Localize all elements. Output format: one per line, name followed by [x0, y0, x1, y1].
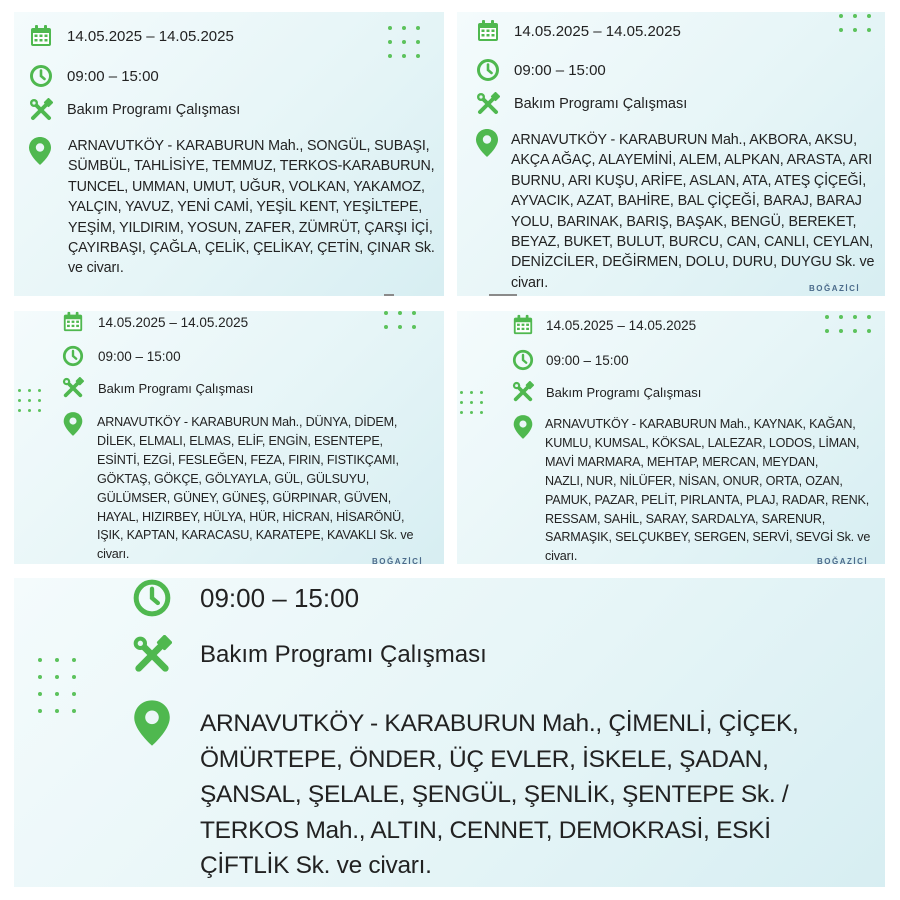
notice-card-4 — [457, 311, 885, 564]
address-line: AKÇA AĞAÇ, ALAYEMİNİ, ALEM, ALPKAN, ARASTA, ARI — [511, 152, 873, 169]
clock-icon — [29, 64, 53, 88]
notice-card-2 — [457, 12, 885, 296]
clock-icon — [62, 345, 84, 367]
decorative-dots-left — [18, 389, 41, 412]
address-line: ESİNTİ, EZGİ, FESLEĞEN, FEZA, FIRIN, FISTIKÇAMI, — [97, 452, 399, 467]
tools-icon — [29, 98, 53, 122]
time-range: 09:00 – 15:00 — [200, 582, 360, 613]
decorative-dots — [384, 311, 416, 329]
address-line: ÖMÜRTEPE, ÖNDER, ÜÇ EVLER, İSKELE, ŞADAN, — [200, 745, 769, 773]
address-line: KUMLU, KUMSAL, KÖKSAL, LALEZAR, LODOS, LİMAN, — [545, 435, 860, 450]
decorative-dots-left — [38, 658, 76, 713]
address-line: BURNU, ARI KUŞU, ARİFE, ASLAN, ATA, ATEŞ ÇİÇEĞİ, — [511, 172, 867, 189]
address-line: YOLU, BARINAK, BARIŞ, BAŞAK, BENGÜ, BEREKET, — [511, 213, 857, 230]
clock-icon — [476, 58, 500, 82]
address-line: AYVACIK, AZAT, BAHİRE, BAL ÇİÇEĞİ, BARAJ, BARAJ — [511, 193, 862, 210]
notice-card-3 — [14, 311, 444, 564]
time-range: 09:00 – 15:00 — [514, 61, 606, 79]
calendar-icon — [29, 24, 53, 48]
address-line: YALÇIN, YAVUZ, YENİ CAMİ, YEŞİL KENT, YEŞİLTEPE, — [68, 199, 423, 216]
address-line: SARMAŞIK, SELÇUKBEY, SERGEN, SERVİ, SEVGİ Sk. ve — [545, 530, 871, 545]
decorative-dots-left — [460, 391, 483, 414]
tools-icon — [476, 92, 500, 116]
address-line: DİLEK, ELMALI, ELMAS, ELİF, ENGİN, ESENTEPE, — [97, 433, 383, 448]
address-line: TERKOS Mah., ALTIN, CENNET, DEMOKRASİ, ESKİ — [200, 816, 771, 844]
clock-icon — [512, 349, 534, 371]
notice-card-5-zoomed — [14, 578, 885, 887]
location-pin-icon — [474, 128, 500, 158]
work-type: Bakım Programı Çalışması — [546, 384, 702, 400]
address-line: civarı. — [545, 549, 578, 564]
address-line: SÜMBÜL, TAHLİSİYE, TEMMUZ, TERKOS-KARABURUN, — [68, 158, 435, 175]
address-line: HAYAL, HIZIRBEY, HÜLYA, HÜR, HİCRAN, HİSARÖNÜ, — [97, 509, 405, 524]
address-text — [200, 706, 799, 884]
address-text — [545, 415, 870, 564]
address-line: ÇAYIRBAŞI, ÇAĞLA, ÇELİK, ÇELİKAY, ÇETİN, ÇINAR Sk. — [68, 240, 435, 257]
calendar-icon — [62, 311, 84, 333]
address-text — [97, 413, 413, 564]
address-text — [511, 130, 874, 293]
address-line: NAZLI, NUR, NİLÜFER, NİSAN, ONUR, ORTA, OZAN, — [545, 473, 843, 488]
address-text — [68, 136, 435, 279]
date-range: 14.05.2025 – 14.05.2025 — [546, 317, 697, 333]
brand-logo: BOĞAZİCİ — [809, 284, 861, 293]
address-line: DENİZCİLER, DEĞİRMEN, DOLU, DURU, DUYGU Sk. ve — [511, 254, 875, 271]
address-line: PAMUK, PAZAR, PELİT, PIRLANTA, PLAJ, RADAR, RENK, — [545, 492, 870, 507]
calendar-icon — [476, 19, 500, 43]
divider — [384, 294, 394, 296]
address-line: civarı. — [511, 274, 549, 291]
date-range: 14.05.2025 – 14.05.2025 — [514, 22, 681, 40]
address-line: ŞANSAL, ŞELALE, ŞENGÜL, ŞENLİK, ŞENTEPE Sk. / — [200, 781, 789, 808]
calendar-icon — [512, 314, 534, 336]
location-pin-icon — [131, 698, 173, 748]
work-type: Bakım Programı Çalışması — [514, 96, 688, 112]
location-pin-icon — [512, 414, 534, 440]
decorative-dots — [388, 26, 420, 58]
address-line: civarı. — [97, 547, 130, 562]
address-line: ARNAVUTKÖY - KARABURUN Mah., AKBORA, AKSU, — [511, 132, 857, 148]
address-line: ARNAVUTKÖY - KARABURUN Mah., DÜNYA, DİDEM, — [97, 415, 398, 429]
date-range: 14.05.2025 – 14.05.2025 — [67, 27, 234, 45]
address-line: RESSAM, SAHİL, SARAY, SARDALYA, SARENUR, — [545, 511, 826, 526]
tools-icon — [62, 377, 84, 399]
address-line: ARNAVUTKÖY - KARABURUN Mah., ÇİMENLİ, ÇİÇEK, — [200, 710, 799, 737]
address-line: IŞIK, KAPTAN, KARACASU, KARATEPE, KAVAKLI Sk. ve — [97, 528, 414, 543]
brand-logo: BOĞAZİCİ — [372, 557, 424, 564]
address-line: MAVİ MARMARA, MEHTAP, MERCAN, MEYDAN, — [545, 454, 819, 469]
notice-card-1 — [14, 12, 444, 296]
location-pin-icon — [62, 411, 84, 437]
work-type: Bakım Programı Çalışması — [200, 641, 487, 668]
address-line: GÜLÜMSER, GÜNEY, GÜNEŞ, GÜRPINAR, GÜVEN, — [97, 490, 392, 505]
decorative-dots — [839, 14, 871, 32]
address-line: GÖKTAŞ, GÖKÇE, GÖLYAYLA, GÜL, GÜLSUYU, — [97, 471, 370, 486]
address-line: ÇİFTLİK Sk. ve civarı. — [200, 852, 432, 879]
work-type: Bakım Programı Çalışması — [67, 102, 241, 118]
work-type: Bakım Programı Çalışması — [98, 380, 254, 396]
address-line: YEŞİM, YILDIRIM, YOSUN, ZAFER, ZÜMRÜT, ÇARŞI İÇİ, — [68, 219, 433, 236]
address-line: ARNAVUTKÖY - KARABURUN Mah., KAYNAK, KAĞAN, — [545, 417, 856, 431]
brand-logo: BOĞAZİCİ — [817, 557, 869, 564]
decorative-dots — [825, 315, 871, 333]
time-range: 09:00 – 15:00 — [546, 352, 629, 368]
tools-icon — [132, 635, 172, 675]
tools-icon — [512, 381, 534, 403]
clock-icon — [132, 578, 172, 618]
time-range: 09:00 – 15:00 — [98, 348, 181, 364]
address-line: BEYAZ, BUKET, BULUT, BURCU, CAN, CANLI, CEYLAN, — [511, 234, 874, 251]
time-range: 09:00 – 15:00 — [67, 67, 159, 85]
address-line: TUNCEL, UMMAN, UMUT, UĞUR, VOLKAN, YAKAMOZ, — [68, 178, 425, 195]
divider — [489, 294, 517, 296]
address-line: ARNAVUTKÖY - KARABURUN Mah., SONGÜL, SUBAŞI, — [68, 138, 430, 154]
address-line: ve civarı. — [68, 260, 124, 277]
location-pin-icon — [27, 136, 53, 166]
date-range: 14.05.2025 – 14.05.2025 — [98, 314, 249, 330]
